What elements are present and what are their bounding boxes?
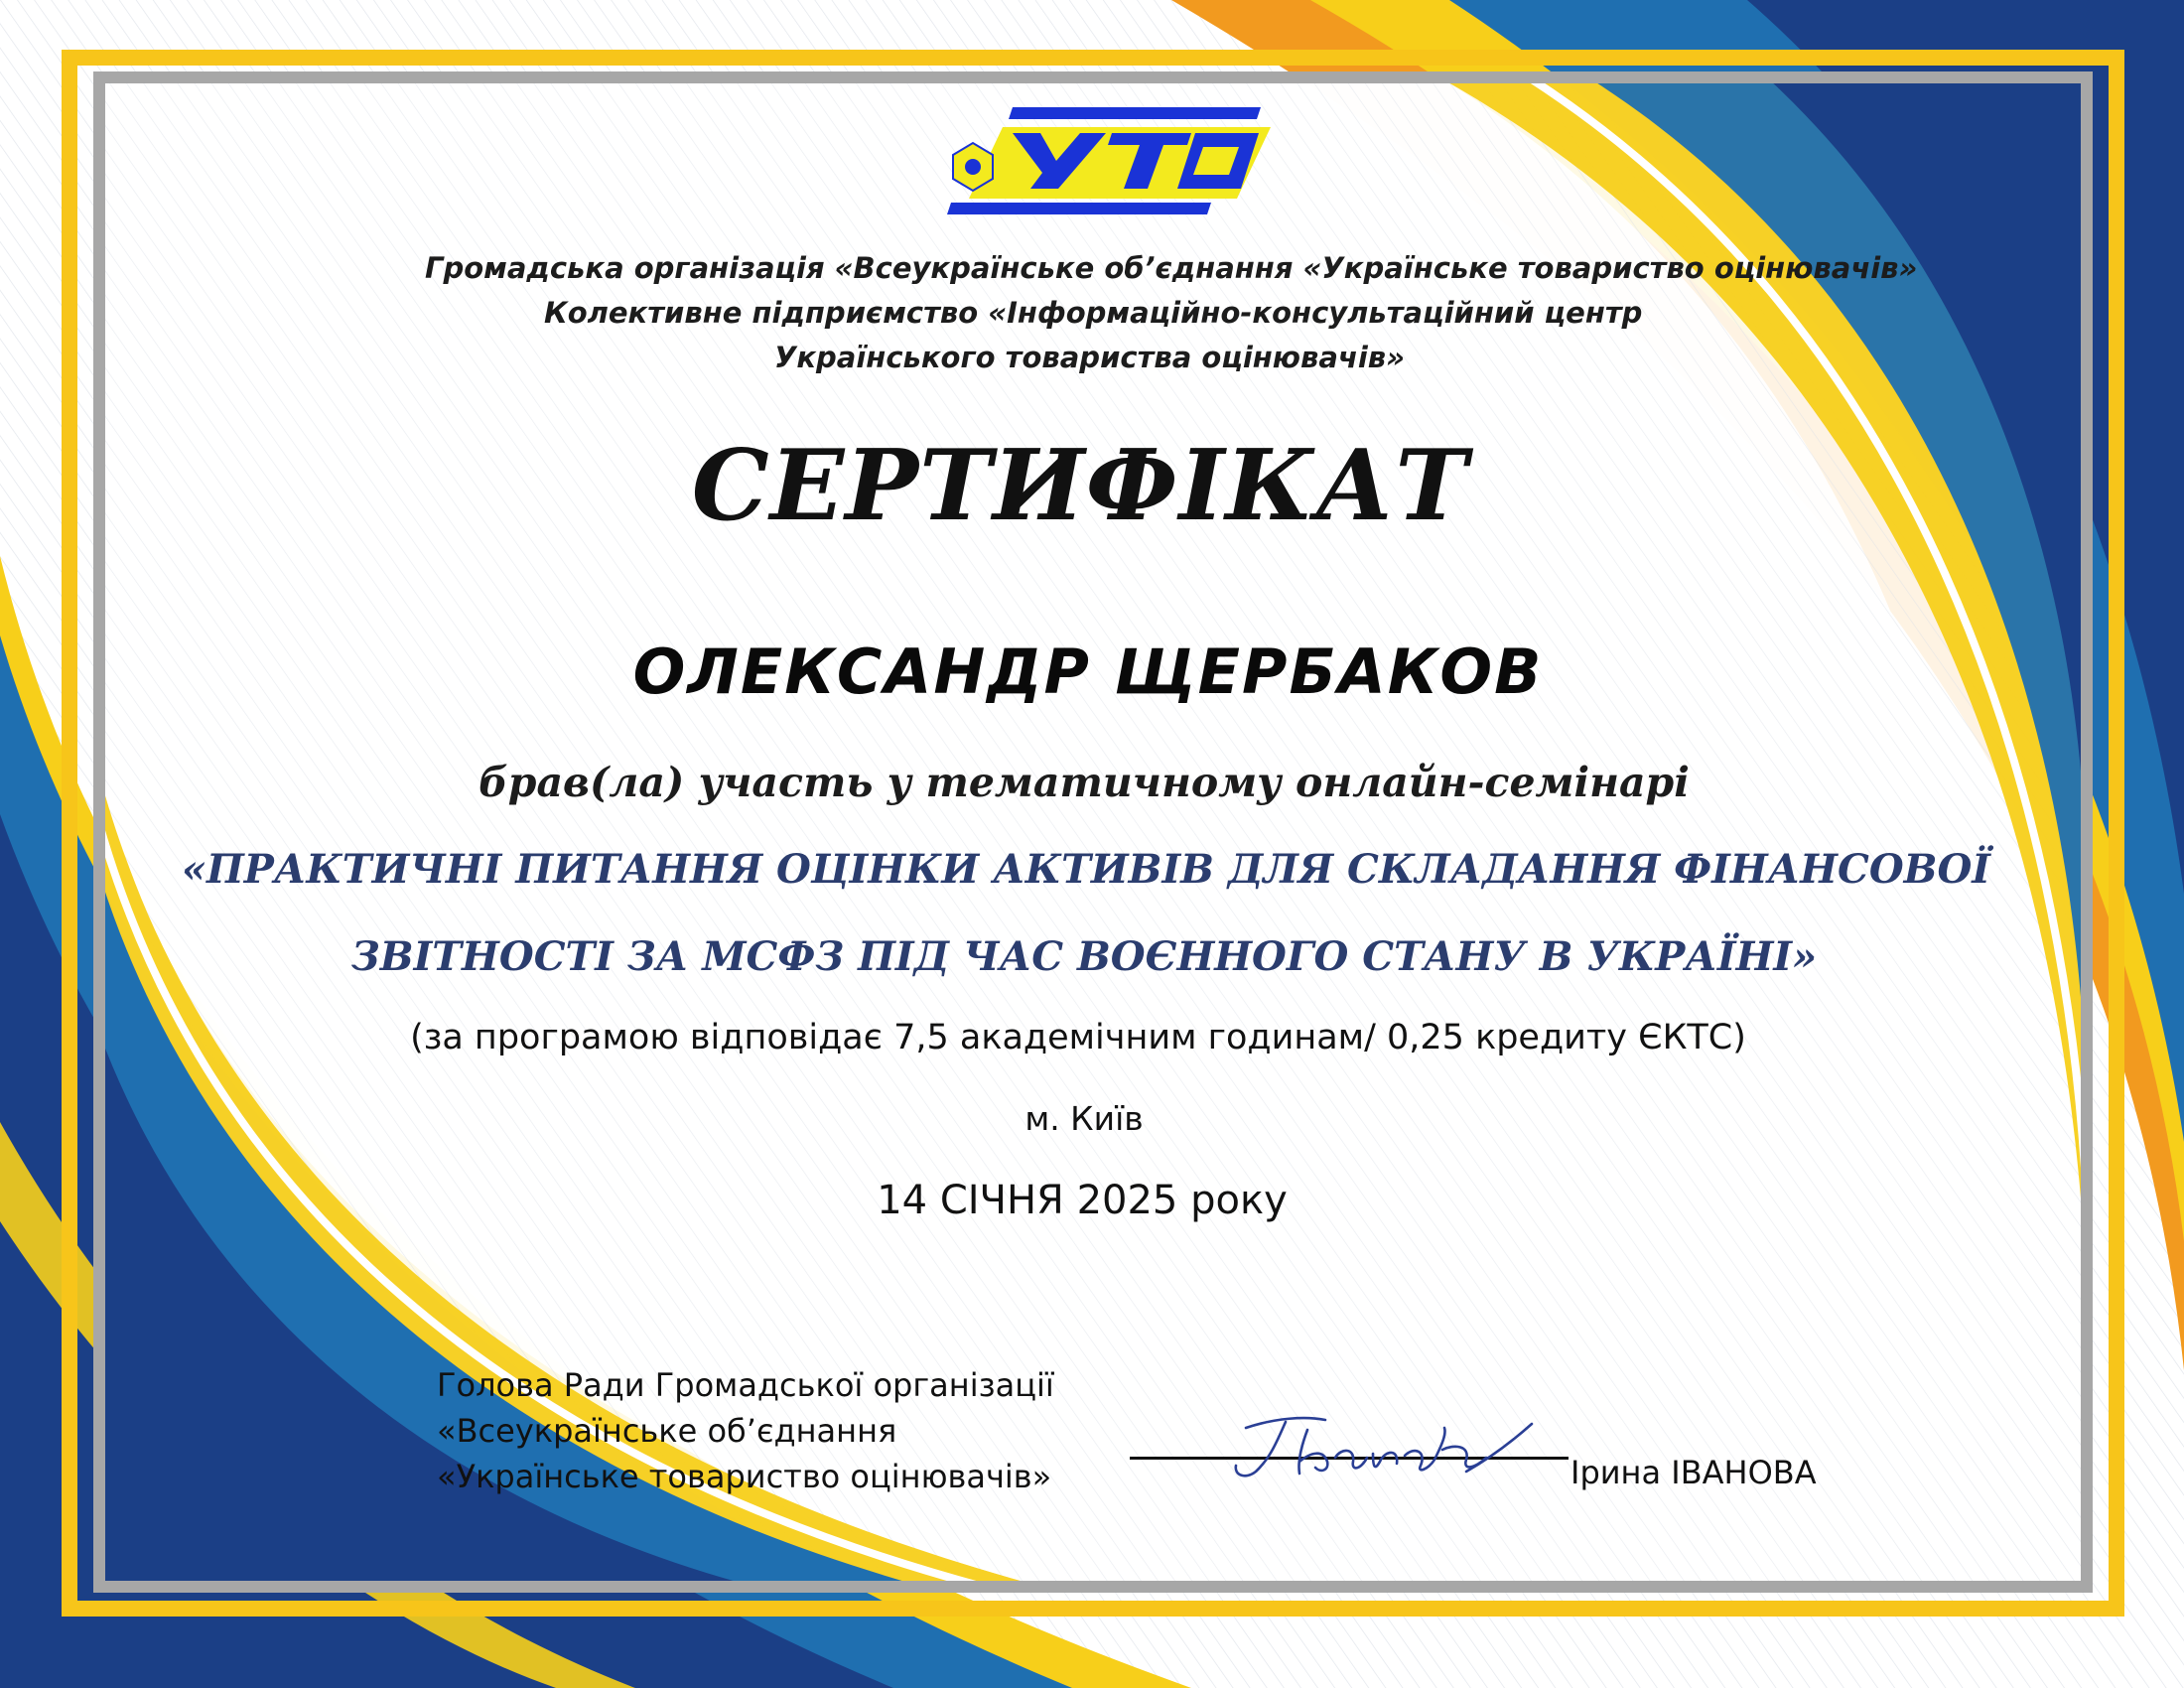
hours-note: (за програмою відповідає 7,5 академічним годинам/ 0,25 кредиту ЄКТС) [410,1018,1746,1057]
organization-line-2: Колективне підприємство «Інформаційно-консультаційний центр [544,296,1643,330]
organization-line-3: Українського товариства оцінювачів» [774,341,1405,374]
participation-text: брав(ла) участь у тематичному онлайн-семінарі [478,759,1690,806]
seminar-title-line-1: «ПРАКТИЧНІ ПИТАННЯ ОЦІНКИ АКТИВІВ ДЛЯ СКЛАДАННЯ ФІНАНСОВОЇ [181,846,1991,893]
uto-logo-icon [943,103,1271,222]
seminar-title-line-2: ЗВІТНОСТІ ЗА МСФЗ ПІД ЧАС ВОЄННОГО СТАНУ В УКРАЇНІ» [350,933,1818,980]
signatory-position-line-3: «Українське товариство оцінювачів» [437,1458,1052,1495]
signatory-position [437,1362,1054,1499]
signatory-position-line-2: «Всеукраїнське об’єднання [437,1412,897,1450]
organization-line-1: Громадська організація «Всеукраїнське об’єднання «Українське товариство оцінювачів» [425,251,1918,285]
certificate-title: СЕРТИФІКАТ [691,429,1469,543]
city: м. Київ [1024,1099,1144,1138]
recipient-name: ОЛЕКСАНДР ЩЕРБАКОВ [632,635,1544,708]
signatory-position-line-1: Голова Ради Громадської організації [437,1366,1054,1404]
signatory-name: Ірина ІВАНОВА [1570,1454,1817,1491]
handwritten-signature [1216,1410,1544,1489]
date: 14 СІЧНЯ 2025 року [877,1178,1288,1223]
